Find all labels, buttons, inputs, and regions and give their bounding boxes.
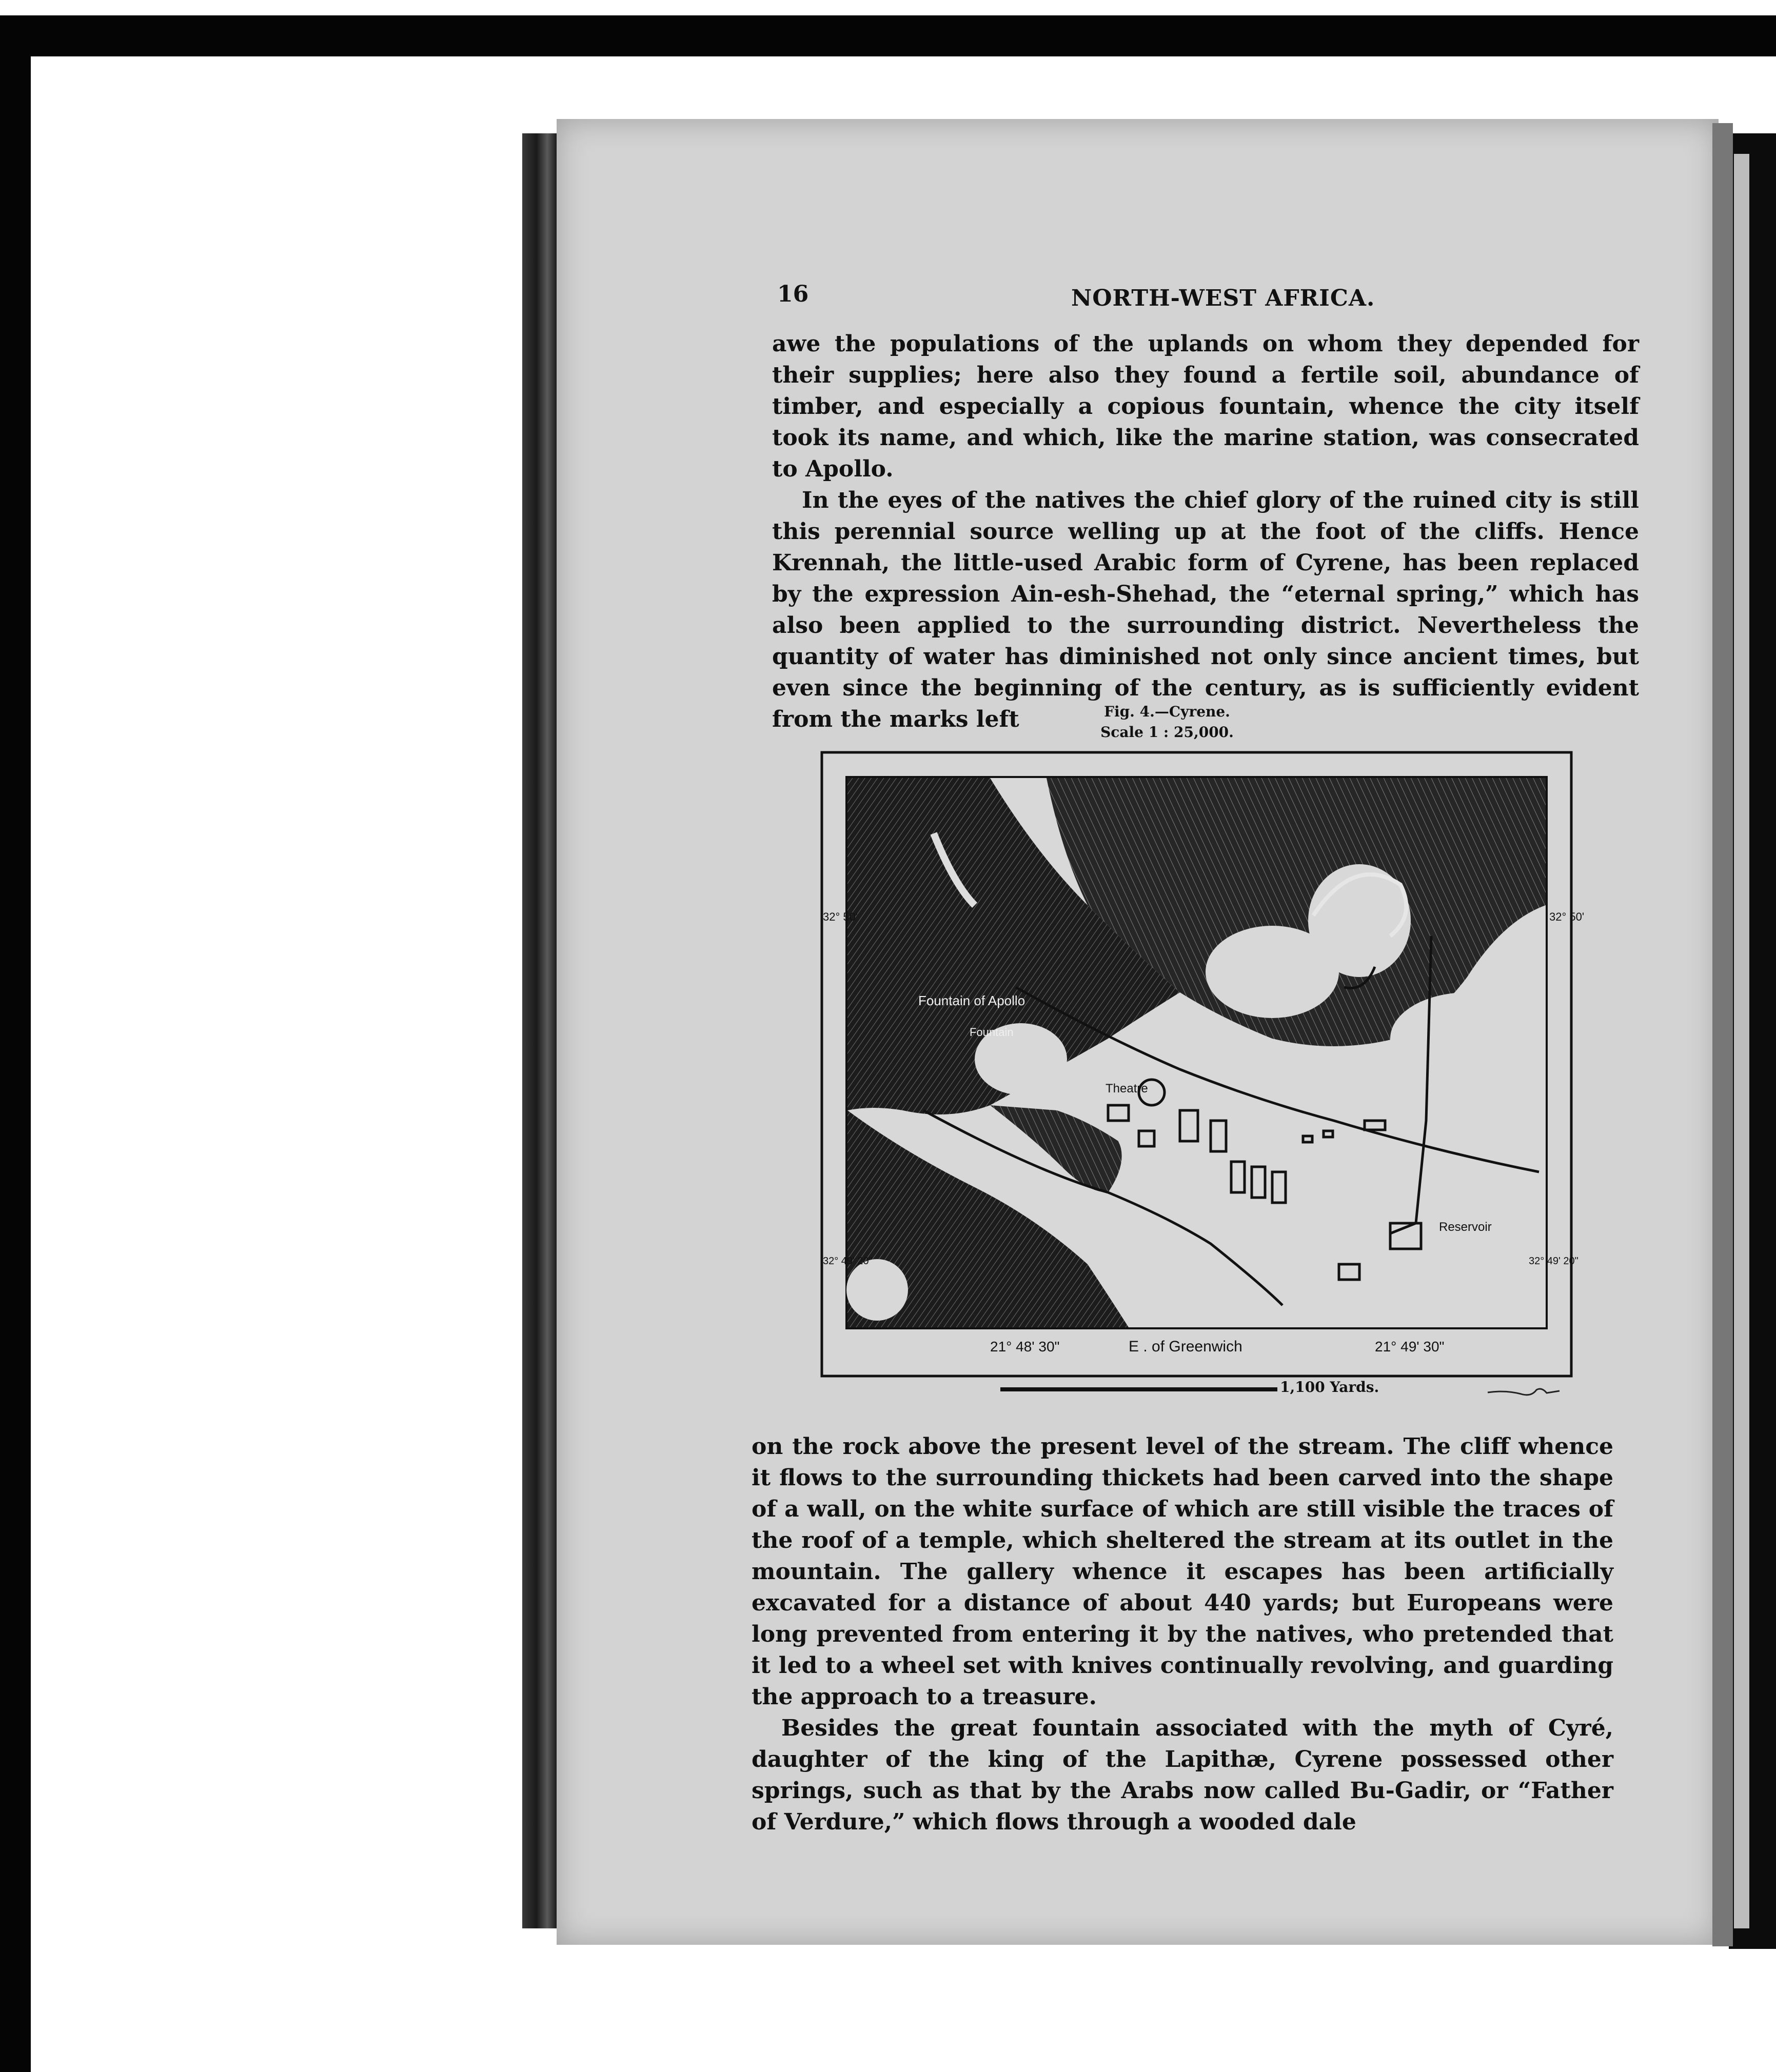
figure-caption-block (988, 702, 1347, 743)
lon-label-left: 21° 48' 30" (990, 1339, 1060, 1354)
scale-bar (1000, 1387, 1277, 1391)
pen-mark (1485, 1385, 1562, 1400)
scale-bar-label: 1,100 Yards. (1280, 1379, 1379, 1396)
figure-scale: Scale 1 : 25,000. (1100, 724, 1234, 741)
cyrene-map (821, 751, 1585, 1377)
lon-label-right: 21° 49' 30" (1375, 1339, 1445, 1354)
body-text-bottom (752, 1431, 1613, 1838)
paragraph: awe the populations of the uplands on whom they depended for their supplies; here also they found a fertile soil, abundance of timber, and especially a copious fountain, whence the city itself took its name, and which, like the marine station, was consecrated to Apollo. (772, 331, 1639, 482)
lat-label-bottom-right: 32° 49' 20" (1529, 1256, 1578, 1267)
paragraph: on the rock above the present level of the stream. The cliff whence it flows to the surrounding thickets had been carved into the shape of a wall, on the white surface of which are still visible the traces of the roof of a temple, which sheltered the stream at its outlet in the mountain. The gallery whence it escapes has been artificially excavated for a distance of about 440 yards; but Europeans were long prevented from entering it by the natives, who pretended that it led to a wheel set with knives continually revolving, and guarding the approach to a treasure. (752, 1433, 1613, 1710)
scan-top-margin (0, 0, 1776, 15)
map-label-reservoir: Reservoir (1439, 1220, 1492, 1234)
page-number: 16 (777, 281, 809, 307)
figure-caption: Fig. 4.—Cyrene. (1104, 703, 1230, 720)
book-spine-edge (522, 133, 558, 1928)
lat-label-bottom-left: 32° 49' 20" (823, 1256, 873, 1267)
body-text-top (772, 328, 1639, 735)
running-title: NORTH-WEST AFRICA. (1071, 285, 1375, 311)
paragraph: Besides the great fountain associated with the myth of Cyré, daughter of the king of the Lapithæ, Cyrene possessed other springs, such as that by the Arabs now called Bu-Gadir, or “Father of Verdure,” which flows through a wooded dale (752, 1715, 1613, 1835)
lat-label-top-right: 32° 50' (1549, 910, 1585, 923)
map-label-fountain: Fountain (970, 1026, 1014, 1039)
map-label-apollo: Fountain of Apollo (918, 993, 1025, 1008)
lon-label-center: E . of Greenwich (1129, 1338, 1242, 1355)
running-head (777, 281, 1644, 317)
paragraph: In the eyes of the natives the chief glory of the ruined city is still this perennial source welling up at the foot of the cliffs. Hence Krennah, the little-used Arabic form of Cyrene, has been replaced by the expression Ain-esh-Shehad, the “eternal spring,” which has also been applied to the surrounding district. Nevertheless the quantity of water has diminished not only since ancient times, but even since the beginning of the century, as is sufficiently evident from the marks left (772, 487, 1639, 732)
map-label-theatre: Theatre (1106, 1082, 1148, 1095)
lat-label-top-left: 32° 50' (823, 910, 858, 923)
page-gutter-shadow (1712, 123, 1733, 1946)
facing-page-sliver (1734, 154, 1749, 1928)
